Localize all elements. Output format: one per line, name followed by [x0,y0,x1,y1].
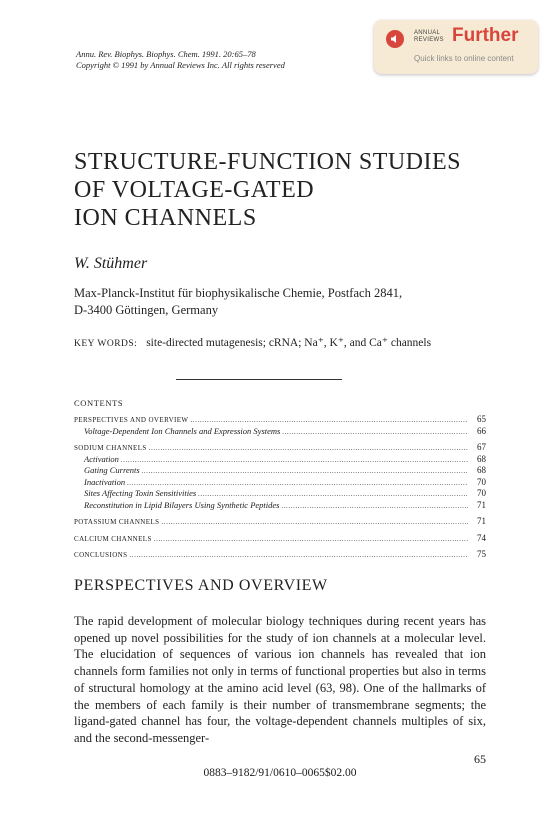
article-code: 0883–9182/91/0610–0065$02.00 [203,767,357,779]
toc-entry-page: 71 [477,516,486,526]
toc-entry-label: Gating Currents [84,465,140,475]
page-number: 65 [474,752,486,766]
toc-entry[interactable] [74,488,486,500]
toc-entry[interactable] [74,465,486,477]
toc-entry[interactable] [74,426,486,438]
separator-rule [176,379,342,380]
further-subtitle: Quick links to online content [414,54,514,63]
toc-entry-label: Sites Affecting Toxin Sensitivities [84,488,197,498]
journal-citation [76,49,285,71]
toc-entry-label: Inactivation [84,476,126,487]
toc-entry[interactable] [74,442,486,454]
toc-entry[interactable] [74,516,486,528]
keywords [74,335,431,349]
title-line-1: STRUCTURE-FUNCTION STUDIES [74,149,462,175]
section-heading: PERSPECTIVES AND OVERVIEW [74,577,328,594]
toc-entry-page: 70 [477,488,486,498]
title-line-3: ION CHANNELS [74,205,257,231]
keywords-text: site-directed mutagenesis; cRNA; Na⁺, K⁺, and Ca⁺ channels [146,337,432,349]
toc-leader-dots [154,534,468,546]
toc-entry[interactable] [74,414,486,426]
toc-entry-page: 68 [477,453,486,464]
toc-leader-dots [281,501,468,513]
table-of-contents [74,414,486,561]
author-affiliation [74,285,402,319]
title-line-2: OF VOLTAGE-GATED [74,177,315,203]
annual-reviews-logo-text: ANNUAL REVIEWS [414,30,444,43]
citation-line-1: Annu. Rev. Biophys. Biophys. Chem. 1991. 20:65–78 [76,49,256,59]
further-wordmark: Further [452,25,519,46]
toc-entry-page: 71 [477,499,486,510]
toc-entry[interactable] [74,549,486,561]
toc-entry-label: CONCLUSIONS [74,551,128,559]
toc-leader-dots [161,517,468,529]
toc-entry[interactable] [74,477,486,489]
toc-entry-label: Reconstitution in Lipid Bilayers Using Synthetic Peptides [84,499,280,510]
toc-entry-page: 70 [477,476,486,487]
toc-entry[interactable] [74,500,486,512]
toc-entry-page: 65 [477,414,486,424]
toc-entry-page: 68 [477,465,486,475]
toc-entry-page: 74 [477,532,486,543]
toc-leader-dots [129,550,468,562]
toc-entry-label: CALCIUM CHANNELS [74,534,152,543]
toc-entry[interactable] [74,533,486,545]
affiliation-line-2: D-3400 Göttingen, Germany [74,303,219,317]
toc-entry-label: PERSPECTIVES AND OVERVIEW [74,416,189,424]
author-name: W. Stühmer [74,255,148,272]
toc-leader-dots [282,427,468,439]
further-links-badge[interactable] [374,20,538,74]
toc-entry[interactable] [74,454,486,466]
body-paragraph: The rapid development of molecular biology techniques during recent years has opened up novel possibilities for the study of ion channels at a molecular level. The elucidation of sequences of various ion channels has revealed that ion channels form families not only in terms of functional properties but also in terms of structural homology at the amino acid level (63, 98). One of the hallmarks of the members of each family is their number of transmembrane segments; the ligand-gated channel has four, the voltage-dependent channels multiples of six, and the second-messenger- [74,614,486,745]
toc-entry-page: 75 [477,549,486,559]
keywords-label: KEY WORDS: [74,339,138,349]
speaker-icon [386,30,404,48]
toc-entry-label: Activation [84,453,119,464]
toc-entry-label: Voltage-Dependent Ion Channels and Expression Systems [84,425,281,436]
toc-entry-page: 67 [477,442,486,452]
citation-line-2: Copyright © 1991 by Annual Reviews Inc. All rights reserved [76,60,285,70]
toc-entry-page: 66 [477,425,486,436]
contents-heading: CONTENTS [74,398,124,408]
toc-entry-label: POTASSIUM CHANNELS [74,518,160,526]
toc-entry-label: SODIUM CHANNELS [74,444,147,452]
affiliation-line-1: Max-Planck-Institut für biophysikalische Chemie, Postfach 2841, [74,286,403,300]
article-title [74,148,461,232]
